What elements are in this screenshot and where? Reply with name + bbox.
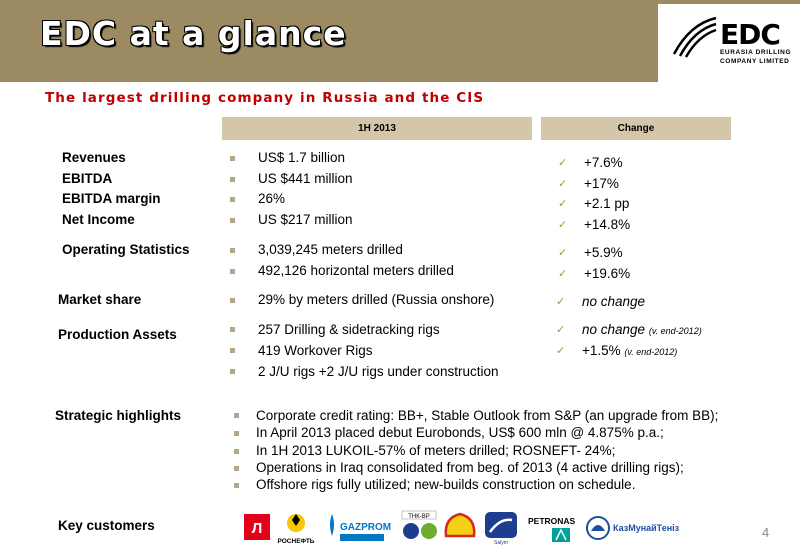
- bullet-icon: [230, 197, 235, 202]
- tnk-bp-logo: [402, 511, 437, 539]
- row-label-production: Production Assets: [58, 327, 177, 342]
- row-label-net-income: Net Income: [62, 212, 135, 227]
- bullet-icon: [230, 177, 235, 182]
- row-label-strategic: Strategic highlights: [55, 408, 182, 423]
- value-ebitda: US $441 million: [258, 171, 353, 186]
- strategic-item: Operations in Iraq consolidated from beg. of 2013 (4 active drilling rigs);: [256, 460, 684, 475]
- svg-text:PETRONAS: PETRONAS: [528, 516, 576, 526]
- change-ebitda-margin: +2.1 pp: [584, 196, 630, 211]
- bullet-icon: [230, 218, 235, 223]
- check-icon: ✓: [558, 246, 568, 259]
- bullet-icon: [234, 431, 239, 436]
- row-label-operating: Operating Statistics: [62, 242, 190, 257]
- change-horizontal-meters: +19.6%: [584, 266, 631, 281]
- bullet-icon: [230, 369, 235, 374]
- column-header-period: 1H 2013: [222, 117, 532, 140]
- change-market-share: no change: [582, 294, 646, 309]
- customer-logos: [240, 510, 750, 546]
- rosneft-logo: [278, 514, 315, 545]
- row-label-ebitda: EBITDA: [62, 171, 113, 186]
- change-meters-drilled: +5.9%: [584, 245, 623, 260]
- row-label-market-share: Market share: [58, 292, 142, 307]
- check-icon: ✓: [556, 295, 566, 308]
- strategic-item: Corporate credit rating: BB+, Stable Outlook from S&P (an upgrade from BB);: [256, 408, 719, 423]
- change-net-income: +14.8%: [584, 217, 631, 232]
- change-revenues: +7.6%: [584, 155, 623, 170]
- bullet-icon: [234, 483, 239, 488]
- value-meters-drilled: 3,039,245 meters drilled: [258, 242, 403, 257]
- bullet-icon: [230, 156, 235, 161]
- bullet-icon: [230, 298, 235, 303]
- bullet-icon: [230, 269, 235, 274]
- check-icon: ✓: [558, 197, 568, 210]
- bullet-icon: [234, 449, 239, 454]
- bullet-icon: [230, 348, 235, 353]
- bullet-icon: [234, 413, 239, 418]
- check-icon: ✓: [556, 344, 566, 357]
- check-icon: ✓: [558, 177, 568, 190]
- svg-text:GAZPROM: GAZPROM: [340, 522, 392, 533]
- change-drilling-rigs: no change (v. end-2012): [582, 322, 702, 337]
- svg-text:Л: Л: [251, 520, 263, 537]
- value-workover-rigs: 419 Workover Rigs: [258, 343, 373, 358]
- column-header-change: Change: [541, 117, 731, 140]
- bullet-icon: [234, 466, 239, 471]
- salym-logo: [485, 512, 517, 546]
- bullet-icon: [230, 327, 235, 332]
- check-icon: ✓: [558, 156, 568, 169]
- page-number: 4: [762, 525, 770, 540]
- svg-text:КазМунайТеніз: КазМунайТеніз: [613, 523, 680, 533]
- strategic-item: In April 2013 placed debut Eurobonds, US$ 600 mln @ 4.875% p.a.;: [256, 425, 664, 440]
- strategic-item: Offshore rigs fully utilized; new-builds construction on schedule.: [256, 477, 636, 492]
- row-label-revenues: Revenues: [62, 150, 126, 165]
- row-label-ebitda-margin: EBITDA margin: [62, 191, 161, 206]
- edc-logo: [658, 4, 800, 82]
- value-market-share: 29% by meters drilled (Russia onshore): [258, 292, 495, 307]
- check-icon: ✓: [556, 323, 566, 336]
- strategic-item: In 1H 2013 LUKOIL-57% of meters drilled; ROSNEFT- 24%;: [256, 443, 616, 458]
- edc-swoosh-icon: [670, 14, 718, 58]
- svg-text:РОСНЕФТЬ: РОСНЕФТЬ: [277, 538, 315, 545]
- gazprom-logo: [330, 514, 391, 541]
- check-icon: ✓: [558, 267, 568, 280]
- value-net-income: US $217 million: [258, 212, 353, 227]
- row-label-customers: Key customers: [58, 518, 155, 533]
- svg-text:Salym: Salym: [494, 540, 508, 546]
- value-ju-rigs: 2 J/U rigs +2 J/U rigs under construction: [258, 364, 499, 379]
- subtitle: The largest drilling company in Russia and the CIS: [45, 90, 485, 106]
- bullet-icon: [230, 248, 235, 253]
- change-workover-rigs: +1.5% (v. end-2012): [582, 343, 678, 358]
- kazmunayteniz-logo: [587, 517, 680, 539]
- check-icon: ✓: [558, 218, 568, 231]
- lukoil-logo: [244, 514, 270, 540]
- value-ebitda-margin: 26%: [258, 191, 286, 206]
- value-horizontal-meters: 492,126 horizontal meters drilled: [258, 263, 454, 278]
- logo-text: EDC: [720, 18, 780, 51]
- svg-text:ТНК-ВР: ТНК-ВР: [408, 514, 430, 520]
- value-revenues: US$ 1.7 billion: [258, 150, 346, 165]
- petronas-logo: [528, 516, 576, 542]
- page-title: EDC at a glance: [40, 14, 347, 53]
- shell-logo: [446, 514, 474, 536]
- logo-subtext: EURASIA DRILLING COMPANY LIMITED: [720, 49, 792, 65]
- change-ebitda: +17%: [584, 176, 619, 191]
- value-drilling-rigs: 257 Drilling & sidetracking rigs: [258, 322, 440, 337]
